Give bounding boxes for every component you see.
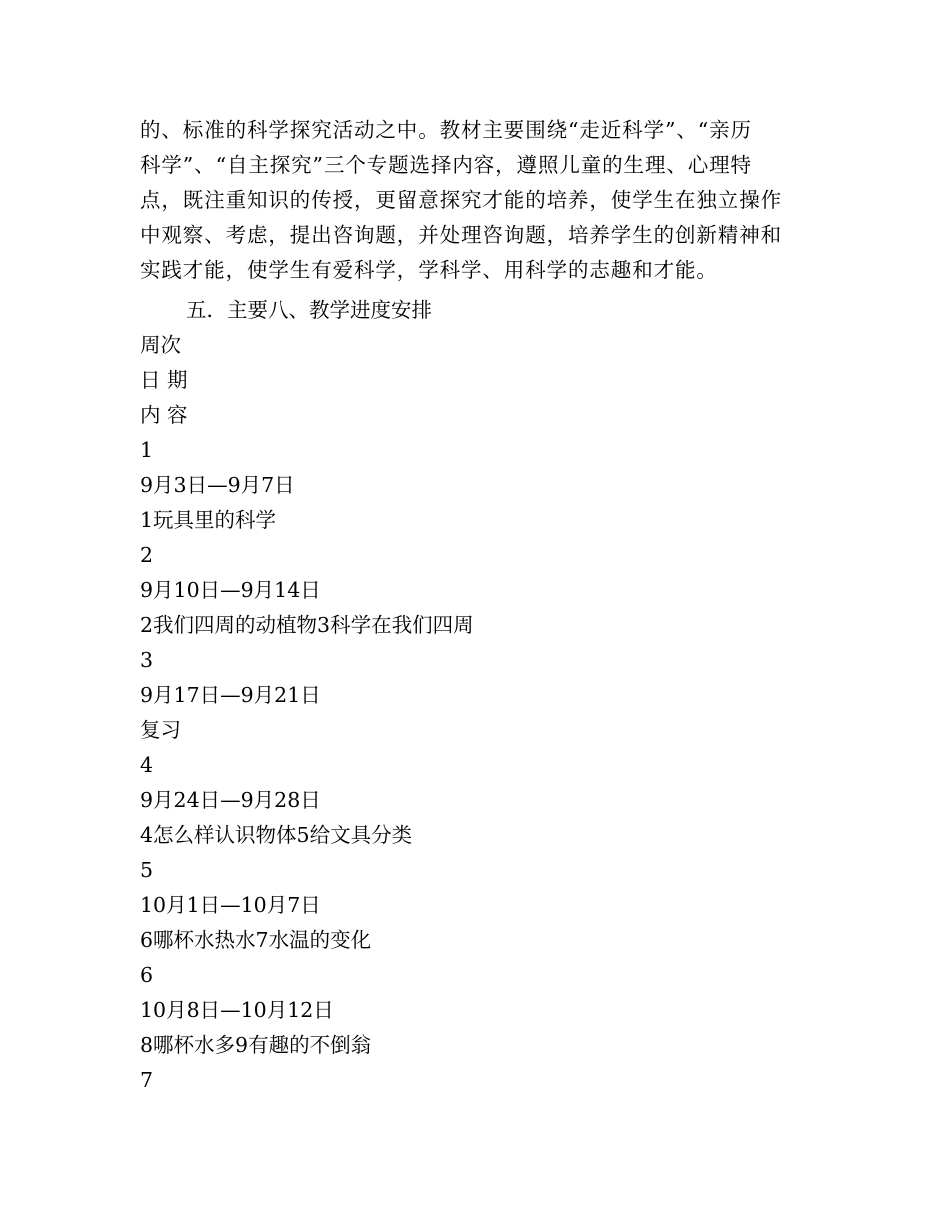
schedule-date: 9月17日—9月21日 — [140, 683, 321, 707]
schedule-week: 6 — [140, 963, 154, 987]
schedule-content: 8哪杯水多9有趣的不倒翁 — [140, 1033, 372, 1057]
header-week: 周次 — [140, 333, 181, 357]
paragraph-line: 实践才能，使学生有爱科学，学科学、用科学的志趣和才能。 — [140, 258, 718, 282]
paragraph-line: 中观察、考虑，提出咨询题，并处理咨询题，培养学生的创新精神和 — [140, 223, 782, 247]
paragraph-line: 科学”、“自主探究”三个专题选择内容，遵照儿童的生理、心理特 — [140, 153, 752, 177]
schedule-week: 2 — [140, 543, 154, 567]
schedule-week: 1 — [140, 438, 154, 462]
schedule-date: 9月24日—9月28日 — [140, 788, 321, 812]
schedule-date: 10月1日—10月7日 — [140, 893, 321, 917]
schedule-content: 复习 — [140, 718, 181, 742]
schedule-content: 2我们四周的动植物3科学在我们四周 — [140, 613, 474, 637]
schedule-content: 4怎么样认识物体5给文具分类 — [140, 823, 413, 847]
schedule-content: 1玩具里的科学 — [140, 508, 277, 532]
header-content: 内 容 — [140, 403, 188, 427]
schedule-content: 6哪杯水热水7水温的变化 — [140, 928, 372, 952]
schedule-week: 4 — [140, 753, 154, 777]
schedule-week: 7 — [140, 1068, 154, 1092]
header-date: 日 期 — [140, 368, 188, 392]
paragraph-line: 点，既注重知识的传授，更留意探究才能的培养，使学生在独立操作 — [140, 188, 782, 212]
schedule-date: 10月8日—10月12日 — [140, 998, 334, 1022]
intro-paragraph — [140, 113, 812, 288]
schedule-list — [140, 328, 820, 1098]
section-heading: 五．主要八、教学进度安排 — [186, 298, 432, 322]
schedule-week: 5 — [140, 858, 154, 882]
schedule-date: 9月10日—9月14日 — [140, 578, 321, 602]
schedule-week: 3 — [140, 648, 154, 672]
paragraph-line: 的、标准的科学探究活动之中。教材主要围绕“走近科学”、“亲历 — [140, 118, 752, 142]
schedule-date: 9月3日—9月7日 — [140, 473, 295, 497]
